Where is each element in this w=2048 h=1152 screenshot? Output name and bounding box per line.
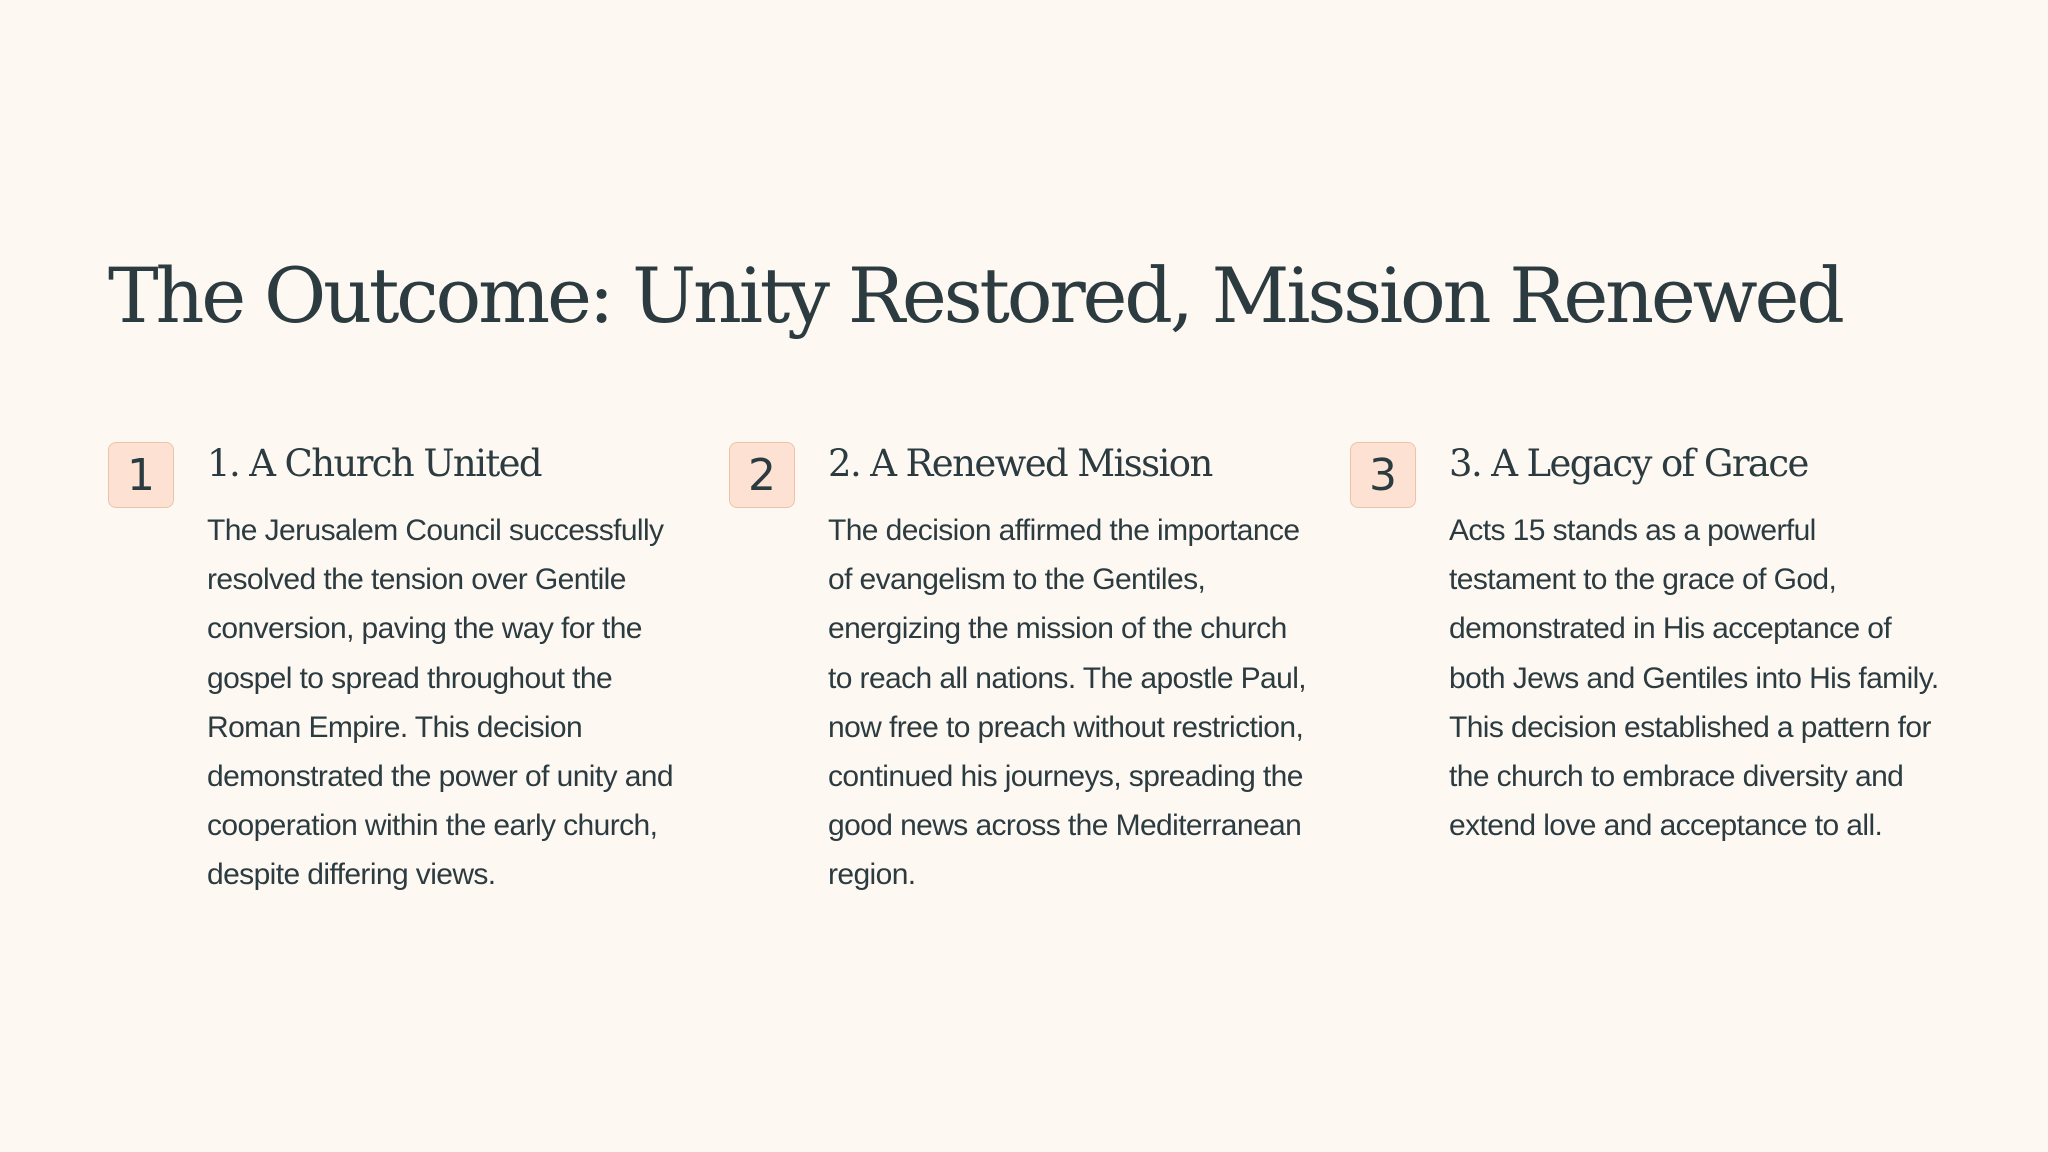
number-badge-3: 3 <box>1350 442 1416 508</box>
item-heading-1: 1. A Church United <box>207 442 542 485</box>
item-heading-3: 3. A Legacy of Grace <box>1449 442 1808 485</box>
item-heading-2: 2. A Renewed Mission <box>828 442 1212 485</box>
outcome-item-2 <box>729 440 1319 920</box>
item-body-2: The decision affirmed the importance of evangelism to the Gentiles, energizing the mission of the church to reach all nations. The apostle Paul, now free to preach without restriction, continued his journeys, spreading the good news across the Mediterranean region. <box>828 514 1307 892</box>
number-badge-2: 2 <box>729 442 795 508</box>
slide-title: The Outcome: Unity Restored, Mission Renewed <box>108 251 1842 340</box>
outcome-item-3 <box>1350 440 1940 920</box>
item-body-3: Acts 15 stands as a powerful testament to the grace of God, demonstrated in His acceptance of both Jews and Gentiles into His family. This decision established a pattern for the church to embrace diversity and extend love and acceptance to all. <box>1449 514 1939 843</box>
number-badge-1: 1 <box>108 442 174 508</box>
item-body-1: The Jerusalem Council successfully resolved the tension over Gentile conversion, paving the way for the gospel to spread throughout the Roman Empire. This decision demonstrated the power of unity and cooperation within the early church, despite differing views. <box>207 514 673 892</box>
outcome-item-1 <box>108 440 698 920</box>
